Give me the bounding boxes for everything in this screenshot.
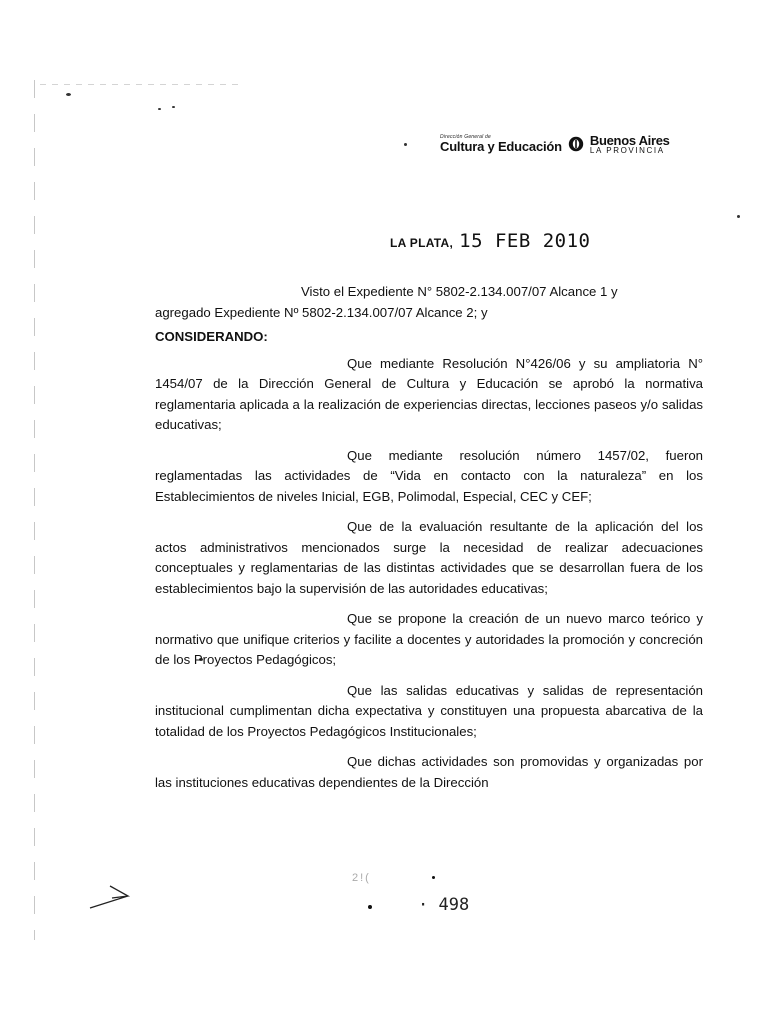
considerando-paragraph — [155, 681, 703, 743]
province-logo — [590, 134, 670, 155]
province-name: Buenos Aires — [589, 132, 670, 148]
visto-line-2: agregado Expediente Nº 5802-2.134.007/07 Alcance 2; y — [155, 304, 488, 320]
document-body — [155, 282, 703, 793]
scan-speck — [404, 143, 407, 146]
considerando-paragraph — [155, 354, 703, 436]
considerando-heading: CONSIDERANDO: — [155, 329, 268, 344]
scan-speck — [737, 215, 740, 218]
scan-edge-left — [34, 80, 35, 940]
paragraph-text: Que se propone la creación de un nuevo marco teórico y normativo que unifique criterios y facilite a docentes y autoridades la promoción y concreción de los Proyectos Pedagógicos; — [155, 611, 703, 667]
date-line — [390, 230, 590, 252]
faint-stamp-mark: 2!( — [352, 872, 371, 884]
paragraph-text: Que mediante resolución número 1457/02, fueron reglamentadas las actividades de “Vida en contacto con la naturaleza” en los Establecimientos de niveles Inicial, EGB, Polimodal, Especial, CEC y CEF; — [155, 447, 703, 504]
page-number: · 498 — [418, 895, 470, 915]
province-subtitle: LA PROVINCIA — [589, 145, 665, 155]
footer-dot — [368, 905, 372, 909]
scan-speck — [172, 106, 175, 108]
dgce-title: Cultura y Educación — [440, 139, 562, 154]
date-stamp: 15 FEB 2010 — [459, 230, 591, 252]
dgce-subtitle: Dirección General de — [440, 134, 491, 140]
letterhead — [440, 128, 670, 160]
considerando-paragraph — [155, 517, 703, 599]
paragraph-text: Que mediante Resolución N°426/06 y su ampliatoria N° 1454/07 de la Dirección General de Cultura y Educación se aprobó la normativa reglamentaria aplicada a la realización de experiencias directas, lecciones paseos y/o salidas educativas; — [155, 355, 703, 432]
scan-edge-top — [40, 84, 240, 85]
visto-paragraph — [155, 282, 703, 323]
province-seal-icon — [568, 136, 584, 152]
considerando-paragraph — [155, 446, 703, 508]
paragraph-text: Que de la evaluación resultante de la aplicación del los actos administrativos mencionados surge la necesidad de realizar adecuaciones conceptuales y reglamentarias de las distintas actividades que se desarrollan fuera de los establecimientos bajo la supervisión de las autoridades educativas; — [155, 519, 703, 596]
footer-dot — [432, 876, 435, 879]
dgce-logo — [440, 135, 562, 153]
page-number-value: 498 — [438, 895, 470, 915]
considerando-paragraph — [155, 609, 703, 671]
considerando-paragraph — [155, 752, 703, 793]
scan-speck — [158, 108, 161, 110]
place-label: LA PLATA, — [390, 236, 454, 250]
margin-arrow-mark-icon — [88, 882, 136, 912]
scan-speck — [66, 93, 71, 96]
paragraph-text: Que dichas actividades son promovidas y organizadas por las instituciones educativas dependientes de la Dirección — [155, 754, 703, 790]
visto-line-1: Visto el Expediente N° 5802-2.134.007/07 Alcance 1 y — [301, 284, 618, 299]
paragraph-text: Que las salidas educativas y salidas de representación institucional cumplimentan dicha expectativa y constituyen una propuesta abarcativa de la totalidad de los Proyectos Pedagógicos Institucionales; — [155, 682, 703, 739]
